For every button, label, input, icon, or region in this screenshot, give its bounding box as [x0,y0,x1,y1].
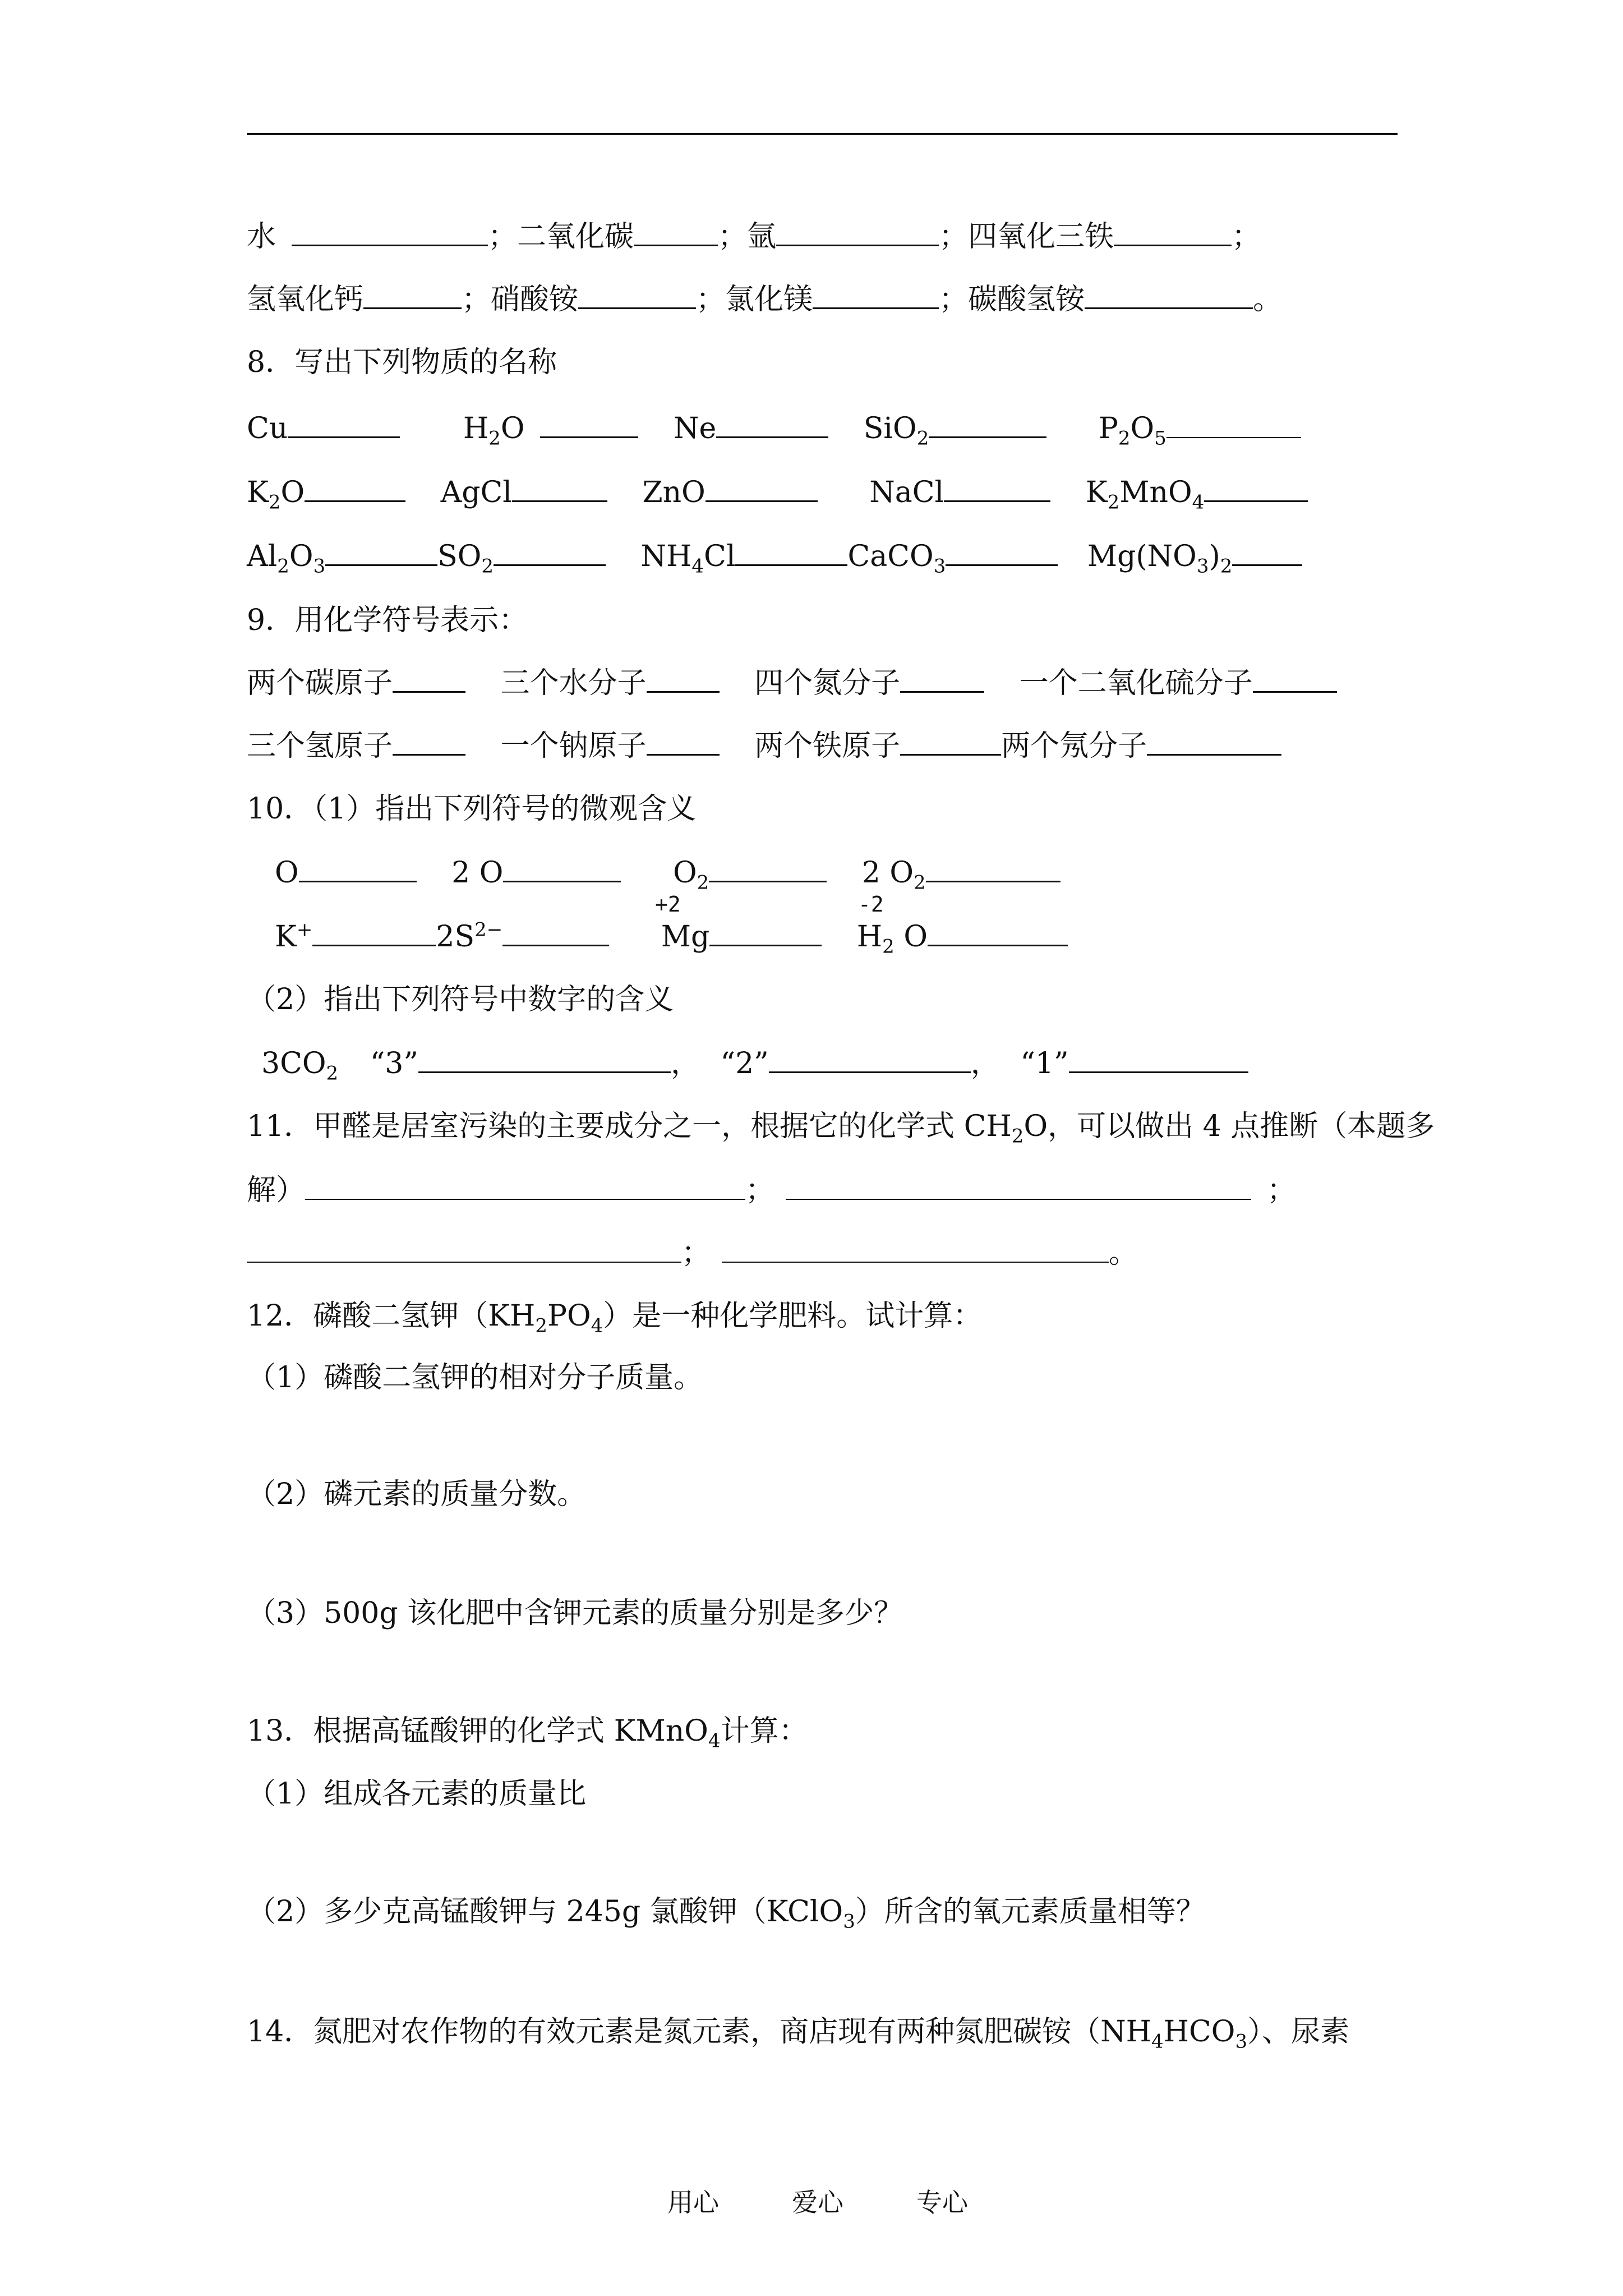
q8-row-3 [247,539,1302,578]
question-11-text [247,1108,1435,1148]
label-one-sodium-atom: 一个钠原子 [500,729,647,763]
question-9-title: 9．用化学符号表示： [247,604,528,637]
question-13-text: 13．根据高锰酸钾的化学式 KMnO$_4$计算： [247,1714,808,1752]
blank-argon[interactable] [776,219,939,246]
blank-mgno32[interactable] [1232,539,1302,566]
sep: ； [939,220,969,254]
q11-line-2 [247,1172,1296,1208]
blank-symbol-2o2[interactable] [926,855,1061,882]
blank-cu[interactable] [288,411,400,438]
sep: ； [462,283,491,316]
q14-text-b: HCO [1163,2015,1235,2049]
blank-symbol-o[interactable] [299,855,417,882]
blank-al2o3[interactable] [325,539,437,566]
label-digit-2: “2” [720,1047,769,1080]
blank-four-nitrogen-molecules[interactable] [900,665,984,693]
q11-text-a: 11．甲醛是居室污染的主要成分之一，根据它的化学式 CH [247,1110,1012,1143]
blank-2s-2minus[interactable] [502,919,609,946]
q13-part-2: （2）多少克高锰酸钾与 245g 氯酸钾（KClO$_3$）所含的氧元素质量相等？ [247,1895,1205,1933]
label-one-so2-molecule: 一个二氧化硫分子 [1019,666,1253,700]
label-digit-3: “3” [370,1047,418,1080]
label-three-water-molecules: 三个水分子 [500,666,647,700]
formula-mgno32: $Mg(NO_3)_2$ [1087,540,1233,578]
symbol-2s-2minus: $2S^{2-}$ [436,918,503,954]
formula-caco3: CaCO$_3$ [847,540,946,578]
blank-inference-1[interactable] [305,1173,745,1200]
sep: ； [718,220,748,254]
label-mgcl2: 氯化镁 [725,283,813,316]
charge-mg-plus2: +2 [655,892,681,917]
blank-sio2[interactable] [929,411,1046,438]
q12-part-3: （3）500g 该化肥中含钾元素的质量分别是多少？ [247,1596,903,1630]
question-10-title: 10．（1）指出下列符号的微观含义 [247,792,697,826]
label-water: 水 [247,220,276,254]
blank-inference-2[interactable] [786,1173,1251,1200]
formula-k2mno4: $K_2MnO_4$ [1085,476,1205,514]
formula-al2o3: $Al_2O_3$ [247,540,326,578]
blank-digit-1[interactable] [1069,1046,1248,1073]
sep: ； [681,1236,711,1270]
formula-so2: $SO_2$ [437,540,494,578]
q10-row-1 [275,855,1061,894]
footer-aixin: 爱心 [792,2187,843,2217]
formula-k2o: $K_2O$ [247,476,305,514]
question-14-text: 14．氮肥对农作物的有效元素是氮元素，商店现有两种氮肥碳铵$(NH_4HCO_3)$、尿素 [247,2015,1350,2053]
blank-nacl[interactable] [944,475,1050,502]
blank-fe3o4[interactable] [1114,219,1232,246]
symbol-o: O [275,856,299,890]
q13-part-1: （1）组成各元素的质量比 [247,1777,587,1811]
q12-part-2: （2）磷元素的质量分数。 [247,1478,587,1511]
blank-caco3[interactable] [946,539,1058,566]
blank-inference-4[interactable] [722,1236,1109,1263]
symbol-o2: $O_2$ [672,856,709,894]
blank-two-carbon-atoms[interactable] [393,665,465,693]
q12-text-a: 12．磷酸二氢钾（KH [247,1299,536,1333]
blank-nh4hco3[interactable] [1085,282,1253,309]
period: 。 [1109,1236,1138,1270]
formula-zno: ZnO [642,476,706,509]
q13-p2-b: ）所含的氧元素质量相等？ [855,1895,1205,1929]
charge-o-minus2: -2 [858,892,884,917]
line-formula-blanks-2 [247,282,1282,318]
q13-p2-a: （2）多少克高锰酸钾与 245g 氯酸钾（KClO [247,1895,843,1929]
label-two-iron-atoms: 两个铁原子 [754,729,901,763]
q11-sub: 2 [1011,1125,1024,1148]
question-8-title: 8．写出下列物质的名称 [247,346,557,379]
blank-nh4no3[interactable] [578,282,696,309]
label-co2: 二氧化碳 [517,220,634,254]
blank-nh4cl[interactable] [735,539,847,566]
blank-caoh2[interactable] [363,282,462,309]
question-10-part-2: （2）指出下列符号中数字的含义 [247,983,674,1016]
label-three-hydrogen-atoms: 三个氢原子 [247,729,393,763]
blank-h2o[interactable] [540,411,638,438]
blank-mgcl2[interactable] [813,282,939,309]
comma: ， [670,1047,700,1080]
blank-k2o[interactable] [305,475,405,502]
footer-zhuanxin: 专心 [916,2187,968,2217]
label-digit-1: “1” [1020,1047,1069,1080]
q11-line-3 [247,1235,1138,1271]
blank-digit-2[interactable] [769,1046,971,1073]
q13-text-b: 计算： [720,1714,808,1748]
blank-two-neon-molecules[interactable] [1147,728,1281,756]
sep: ； [939,283,969,316]
blank-zno[interactable] [706,475,818,502]
symbol-2o: 2 O [451,856,504,890]
label-nh4no3: 硝酸铵 [491,283,579,316]
blank-co2[interactable] [634,219,718,246]
label-four-nitrogen-molecules: 四个氮分子 [754,666,901,700]
footer-yongxin: 用心 [667,2187,719,2217]
line-formula-blanks-1 [247,219,1261,255]
q11-text-b: O，可以做出 4 点推断（本题多 [1023,1110,1435,1143]
formula-agcl: AgCl [440,476,512,509]
symbol-k-plus: K+ [275,918,313,954]
blank-three-hydrogen-atoms[interactable] [393,728,465,756]
period: 。 [1253,283,1283,316]
page-footer [667,2185,968,2219]
header-rule [247,133,1398,135]
q10-row-2 [275,918,1068,958]
blank-h2o-minus2[interactable] [928,919,1068,946]
formula-ne: Ne [673,412,717,445]
sep: ； [696,283,726,316]
blank-k2mno4[interactable] [1204,475,1308,502]
blank-symbol-2o[interactable] [503,855,621,882]
q14-text-a: 14．氮肥对农作物的有效元素是氮元素，商店现有两种氮肥碳铵（NH [247,2015,1152,2049]
formula-h2o: $H_2O$ [463,412,525,450]
blank-three-water-molecules[interactable] [647,665,720,693]
formula-nacl: NaCl [869,476,944,509]
blank-agcl[interactable] [512,475,607,502]
blank-digit-3[interactable] [418,1046,671,1073]
sep: ； [488,220,518,254]
formula-sio2: SiO$_2$ [863,412,929,450]
label-caoh2: 氢氧化钙 [247,283,364,316]
symbol-mg-plus2: Mg [661,920,710,954]
blank-so2[interactable] [494,539,606,566]
label-fe3o4: 四氧化三铁 [968,220,1114,254]
comma: ， [970,1047,1000,1080]
q14-text-c: ）、尿素 [1247,2015,1350,2049]
blank-two-iron-atoms[interactable] [900,728,1001,756]
symbol-2o2: 2 $O_2$ [861,856,926,894]
blank-mg-plus2[interactable] [709,919,822,946]
sep: ； [745,1174,775,1207]
q8-row-1 [247,411,1301,450]
blank-k-plus[interactable] [312,919,436,946]
symbol-3co2: $3CO_2$ [261,1047,339,1085]
blank-water[interactable] [292,219,488,246]
formula-cu: Cu [247,412,288,445]
blank-p2o5[interactable] [1166,411,1301,438]
q12-text-c: ）是一种化学肥料。试计算： [603,1299,983,1333]
label-argon: 氩 [747,220,777,254]
q11-jie: 解） [247,1174,306,1207]
formula-p2o5: $P_2O_5$ [1098,412,1166,450]
sep: ； [1232,220,1261,254]
symbol-h2o-minus2: $H_2$ O [856,920,928,958]
sep: ； [1267,1174,1297,1207]
label-two-neon-molecules: 两个氖分子 [1001,729,1147,763]
question-12-text: 12．磷酸二氢钾$(KH_2PO_4)$是一种化学肥料。试计算： [247,1299,983,1337]
q13-text-a: 13．根据高锰酸钾的化学式 KMnO [247,1714,708,1748]
blank-ne[interactable] [716,411,828,438]
blank-inference-3[interactable] [247,1236,681,1263]
blank-one-so2-molecule[interactable] [1253,665,1337,693]
q8-row-2 [247,475,1308,514]
label-nh4hco3: 碳酸氢铵 [968,283,1085,316]
blank-symbol-o2[interactable] [709,855,827,882]
q12-text-b: PO [547,1299,591,1333]
label-two-carbon-atoms: 两个碳原子 [247,666,393,700]
q9-row-2 [247,728,1281,764]
q12-part-1: （1）磷酸二氢钾的相对分子质量。 [247,1361,703,1395]
blank-one-sodium-atom[interactable] [647,728,720,756]
q9-row-1 [247,665,1337,701]
q10-row-3 [261,1046,1248,1085]
formula-nh4cl: $NH_4Cl$ [640,540,736,578]
